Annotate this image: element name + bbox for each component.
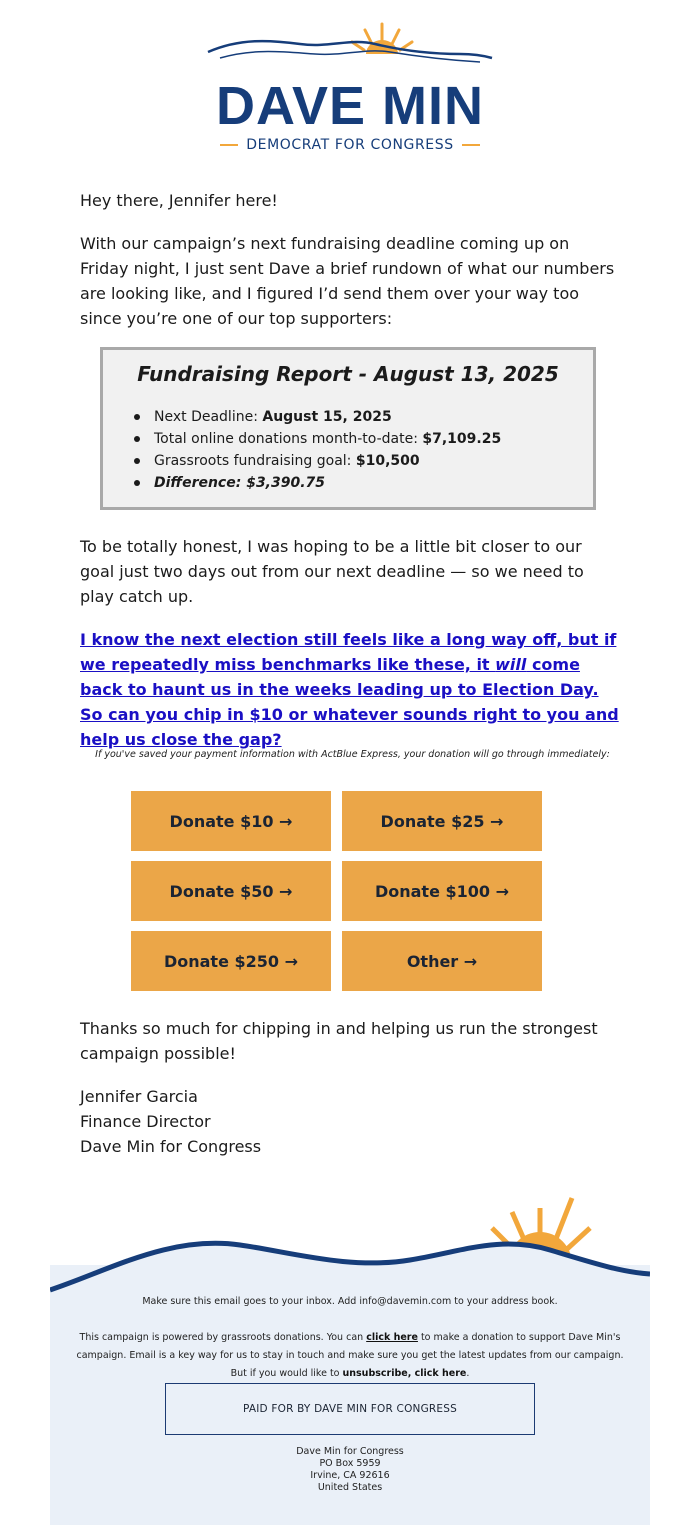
report-item: Total online donations month-to-date: $7,109.25 <box>151 428 501 450</box>
thanks-paragraph: Thanks so much for chipping in and helping us run the strongest campaign possible! <box>80 1019 598 1063</box>
logo-subtitle: DEMOCRAT FOR CONGRESS <box>200 136 500 154</box>
report-item: Next Deadline: August 15, 2025 <box>151 406 501 428</box>
donate-25-button[interactable]: Donate $25 → <box>342 791 542 851</box>
signature-org: Dave Min for Congress <box>80 1137 262 1156</box>
actblue-express-note: If you've saved your payment information with ActBlue Express, your donation will go through immediately: <box>95 749 610 760</box>
mailing-address <box>200 1446 500 1494</box>
inbox-note: Make sure this email goes to your inbox. Add info@davemin.com to your address book. <box>142 1296 558 1307</box>
signature-title: Finance Director <box>80 1112 211 1131</box>
honest-paragraph: To be totally honest, I was hoping to be a little bit closer to our goal just two days out from our next deadline — so we need to play catch up. <box>80 537 584 606</box>
grassroots-note: This campaign is powered by grassroots donations. You can click here to make a donation to support Dave Min's campaign. Email is a key way for us to stay in touch and make sure you get the latest updates from our campaign. But if you would like to unsubscribe, click here. <box>76 1332 624 1379</box>
donate-250-button[interactable]: Donate $250 → <box>131 931 331 991</box>
sun-wave-icon <box>200 18 500 78</box>
greeting: Hey there, Jennifer here! <box>80 191 278 210</box>
report-title: Fundraising Report - August 13, 2025 <box>137 362 559 386</box>
donate-10-button[interactable]: Donate $10 → <box>131 791 331 851</box>
campaign-logo <box>200 18 500 153</box>
signature-name: Jennifer Garcia <box>80 1087 198 1106</box>
donate-appeal-link[interactable]: I know the next election still feels like a long way off, but if we repeatedly miss benchmarks like these, it will come back to haunt us in the weeks leading up to Election Day. So can you chip in $10 or whatever sounds right to you and help us close the gap? <box>80 630 619 749</box>
fundraising-report <box>100 347 596 510</box>
click-here-link[interactable]: click here <box>366 1332 418 1343</box>
address-line: Irvine, CA 92616 <box>310 1470 390 1481</box>
logo-name: DAVE MIN <box>215 76 484 136</box>
donate-100-button[interactable]: Donate $100 → <box>342 861 542 921</box>
donate-other-button[interactable]: Other → <box>342 931 542 991</box>
intro-paragraph: With our campaign’s next fundraising deadline coming up on Friday night, I just sent Dave a brief rundown of what our numbers are looking like, and I figured I’d send them over your way too since you’re one of our top supporters: <box>80 234 615 328</box>
footer-wave-sun-icon <box>50 1190 650 1300</box>
report-item-difference: Difference: $3,390.75 <box>151 472 501 494</box>
report-list <box>148 406 501 494</box>
paid-for-box: PAID FOR BY DAVE MIN FOR CONGRESS <box>165 1383 535 1435</box>
address-line: Dave Min for Congress <box>296 1446 404 1457</box>
address-line: United States <box>317 1482 383 1493</box>
donate-50-button[interactable]: Donate $50 → <box>131 861 331 921</box>
address-line: PO Box 5959 <box>319 1458 381 1469</box>
unsubscribe-link[interactable]: unsubscribe, click here <box>342 1368 467 1379</box>
signature <box>80 1084 620 1159</box>
report-item: Grassroots fundraising goal: $10,500 <box>151 450 501 472</box>
